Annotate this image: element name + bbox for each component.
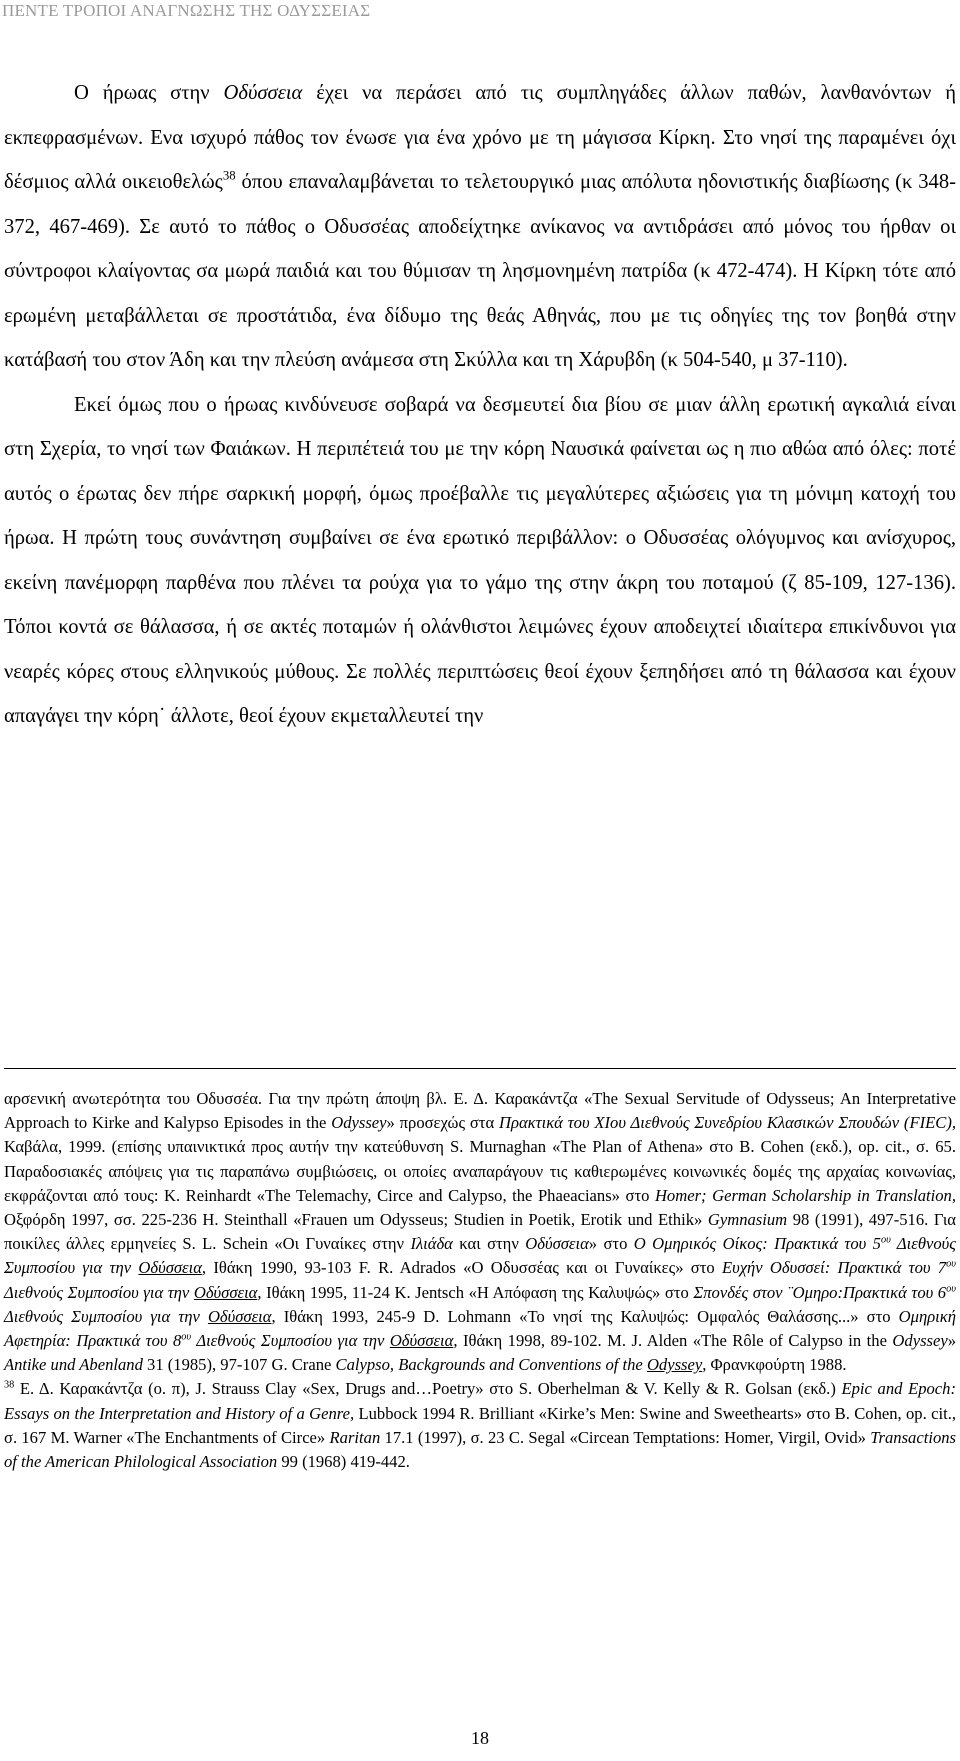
odyssey-italic: Οδύσσεια: [223, 82, 303, 104]
footnote-run: Ιθάκη 1990, 93-103 F. R. Adrados «Ο Οδυσσέας και οι Γυναίκες» στο: [206, 1258, 722, 1278]
footnote-run: Ε. Δ. Καρακάντζα (ο. π), J. Strauss Clay «Sex, Drugs and…Poetry» στο S. Oberhelman & V. Kelly & R. Golsan (εκδ.): [14, 1379, 842, 1399]
main-text: [4, 71, 956, 739]
footnote-run: , Ιθάκη 1995, 11-24 K. Jentsch «Η Απόφαση της Καλυψώς» στο: [257, 1282, 694, 1302]
footnote-run: και στην: [452, 1234, 526, 1254]
footnotes: [4, 1087, 956, 1474]
footnote-run: »: [947, 1331, 957, 1351]
paragraph-1: [4, 71, 956, 383]
paragraph-1-text-a: Ο ήρωας στην: [74, 82, 224, 104]
paragraph-1-text-d: όπου επαναλαμβάνεται το τελετουργικό μιας απόλυτα ηδονιστικής διαβίωσης (κ 348-372, 467-469). Σε αυτό το πάθος ο Οδυσσέας αποδείχτηκε ανίκανος να αντιδράσει από μόνος του ήρθαν οι σύντροφοι κλαίγοντας σα μωρά παιδιά και του θύμισαν τη λησμονημένη πατρίδα (κ 472-474). Η Κίρκη τότε από ερωμένη μεταβάλλεται σε προστάτιδα, ένα δίδυμο της θεάς Αθηνάς, που με τις οδηγίες της τον βοηθά στην κατάβασή του στον Άδη και την πλεύση ανάμεσα στη Σκύλλα και τη Χάρυβδη (κ 504-540, μ 37-110).: [4, 171, 957, 371]
footnote-run: ου: [880, 1234, 891, 1246]
footnote-run: Διεθνούς Συμποσίου για την: [191, 1331, 390, 1351]
footnote-run: αρσενική ανωτερότητα του Οδυσσέα. Για την πρώτη άποψη βλ. Ε. Δ. Καρακάντζα «The Sexual Servitude of Odysseus; An Interpretative Approach to Kirke and Kalypso Episodes in the: [4, 1089, 956, 1133]
paragraph-2: Εκεί όμως που ο ήρωας κινδύνευσε σοβαρά να δεσμευτεί δια βίου σε μιαν άλλη ερωτική αγκαλιά είναι στη Σχερία, το νησί των Φαιάκων. Η περιπέτειά του με την κόρη Ναυσικά φαίνεται ως η πιο αθώα από όλες: ποτέ αυτός ο έρωτας δεν πήρε σαρκική μορφή, όμως προέβαλλε τις μεγαλύτερες αξιώσεις για τη μόνιμη κατοχή του ήρωα. Η πρώτη τους συνάντηση συμβαίνει σε ένα ερωτικό περιβάλλον: ο Οδυσσέας ολόγυμνος και ανίσχυρος, εκείνη πανέμορφη παρθένα που πλένει τα ρούχα για το γάμο της στην άκρη του ποταμού (ζ 85-109, 127-136). Τόποι κοντά σε θάλασσα, ή σε ακτές ποταμών ή ολάνθιστοι λειμώνες έχουν αποδειχτεί ιδιαίτερα επικίνδυνοι για νεαρές κόρες στους ελληνικούς μύθους. Σε πολλές περιπτώσεις θεοί έχουν ξεπηδήσει από τη θάλασσα και έχουν απαγάγει την κόρη˙ άλλοτε, θεοί έχουν εκμεταλλευτεί την: [4, 393, 956, 727]
footnote-run: Lubbock 1994 R. Brilliant «Kirke’s Men: Swine and Sweethearts» στο B. Cohen, op. cit., σ. 167 M. Warner «The Enchantments of Circe»: [4, 1403, 956, 1447]
footnote-run: 31 (1985), 97-107 G. Crane: [142, 1355, 336, 1375]
running-header: ΠΕΝΤΕ ΤΡΟΠΟΙ ΑΝΑΓΝΩΣΗΣ ΤΗΣ ΟΔΥΣΣΕΙΑΣ: [2, 0, 602, 24]
footnote-run: Οδύσσεια: [207, 1306, 272, 1326]
page-number: 18: [471, 1728, 489, 1748]
footnote-run: Διεθνούς Συμποσίου για την: [4, 1234, 956, 1278]
footnote-run: Odyssey: [646, 1355, 703, 1375]
footnote-run: , Φρανκφούρτη 1988.: [702, 1355, 847, 1375]
footnote-run: Οδύσσεια: [389, 1331, 454, 1351]
footnote-run: 17.1 (1997), σ. 23 C. Segal «Circean Temptations: Homer, Virgil, Ovid»: [380, 1427, 871, 1447]
footnote-run: Raritan: [329, 1427, 381, 1447]
footnote-run: Πρακτικά του ΧΙου Διεθνούς Συνεδρίου Κλασικών Σπουδών (FIEC),: [499, 1113, 956, 1133]
footnote-separator: [4, 1068, 956, 1069]
footnote-run: Odyssey: [331, 1113, 387, 1133]
footnote-run: , Ιθάκη 1993, 245-9 D. Lohmann «Το νησί της Καλυψώς: Ομφαλός Θαλάσσης...» στο: [271, 1306, 899, 1326]
footnote-38: [4, 1377, 956, 1474]
footnote-run: Ιλιάδα: [410, 1234, 453, 1254]
footnote-run: ου: [946, 1258, 956, 1270]
footnote-run: Ομηρική Αφετηρία: Πρακτικά του 8: [4, 1306, 956, 1351]
paragraph-1-text-c: έχει να περάσει από τις συμπληγάδες άλλων παθών, λανθανόντων ή εκπεφρασμένων. Ενα ισχυρό πάθος τον ένωσε για ένα χρόνο με τη μάγισσα Κίρκη. Στο νησί της παραμένει όχι δέσμιος αλλά οικειοθελώς: [4, 82, 956, 193]
footnote-marker-38[interactable]: 38: [222, 168, 236, 183]
footnote-run: Odyssey: [892, 1331, 948, 1351]
footnote-run: » στο: [588, 1234, 634, 1254]
footnote-run: ,: [201, 1258, 207, 1278]
footnote-run: ου: [181, 1331, 192, 1343]
footnote-run: Διεθνούς Συμποσίου για την: [4, 1282, 194, 1302]
footnote-run: Σπονδές στον ¨Ομηρο:Πρακτικά του 6: [693, 1282, 947, 1302]
footnote-run: Transactions of the American Philological Association: [4, 1427, 956, 1472]
footnote-run: 98 (1991), 497-516. Για ποικίλες άλλες ερμηνείες S. L. Schein «Οι Γυναίκες στην: [4, 1210, 956, 1254]
footnote-run: » προσεχώς στα: [386, 1113, 500, 1133]
footnote-run: ου: [946, 1282, 956, 1294]
footnote-37-continued: [4, 1087, 956, 1377]
footnote-run: Ευχήν Οδυσσεί: Πρακτικά του 7: [721, 1258, 947, 1278]
footnote-run: Ο Ομηρικός Οίκος: Πρακτικά του 5: [633, 1234, 881, 1254]
footnote-run: Antike und Abenland: [4, 1355, 143, 1375]
footnote-run: Διεθνούς Συμποσίου για την: [4, 1306, 208, 1326]
footnote-run: Οδύσσεια: [138, 1258, 202, 1278]
footnote-run: Οδύσσεια: [525, 1234, 589, 1254]
footnote-run: Homer; German Scholarship in Translation,: [654, 1185, 956, 1205]
footnote-run: Οδύσσεια: [193, 1282, 258, 1302]
footnote-run: 99 (1968) 419-442.: [277, 1452, 410, 1472]
footnote-run: Calypso, Backgrounds and Conventions of the: [335, 1355, 647, 1375]
footnote-run: Gymnasium: [707, 1210, 788, 1230]
footnote-run: Οξφόρδη 1997, σσ. 225-236 H. Steinthall «Frauen um Odysseus; Studien in Poetik, Erotik und Ethik»: [4, 1210, 708, 1230]
footnote-run: , Ιθάκη 1998, 89-102. M. J. Alden «The Rôle of Calypso in the: [453, 1331, 893, 1351]
footnote-run: Epic and Epoch: Essays on the Interpretation and History of a Genre,: [4, 1379, 956, 1423]
footnote-run: 38: [4, 1379, 15, 1391]
footnote-run: Καβάλα, 1999. (επίσης υπαινικτικά προς αυτήν την κατεύθυνση S. Murnaghan «The Plan of Athena» στο B. Cohen (εκδ.), op. cit., σ. 65. Παραδοσιακές απόψεις για τις παραπάνω συμβιώσεις, οι οποίες αναπαράγουν τις καθιερωμένες κοινωνικές δομές της αρχαίας κοινωνίας, εκφράζονται από τους: K. Reinhardt «The Telemachy, Circe and Calypso, the Phaeacians» στο: [4, 1137, 956, 1205]
